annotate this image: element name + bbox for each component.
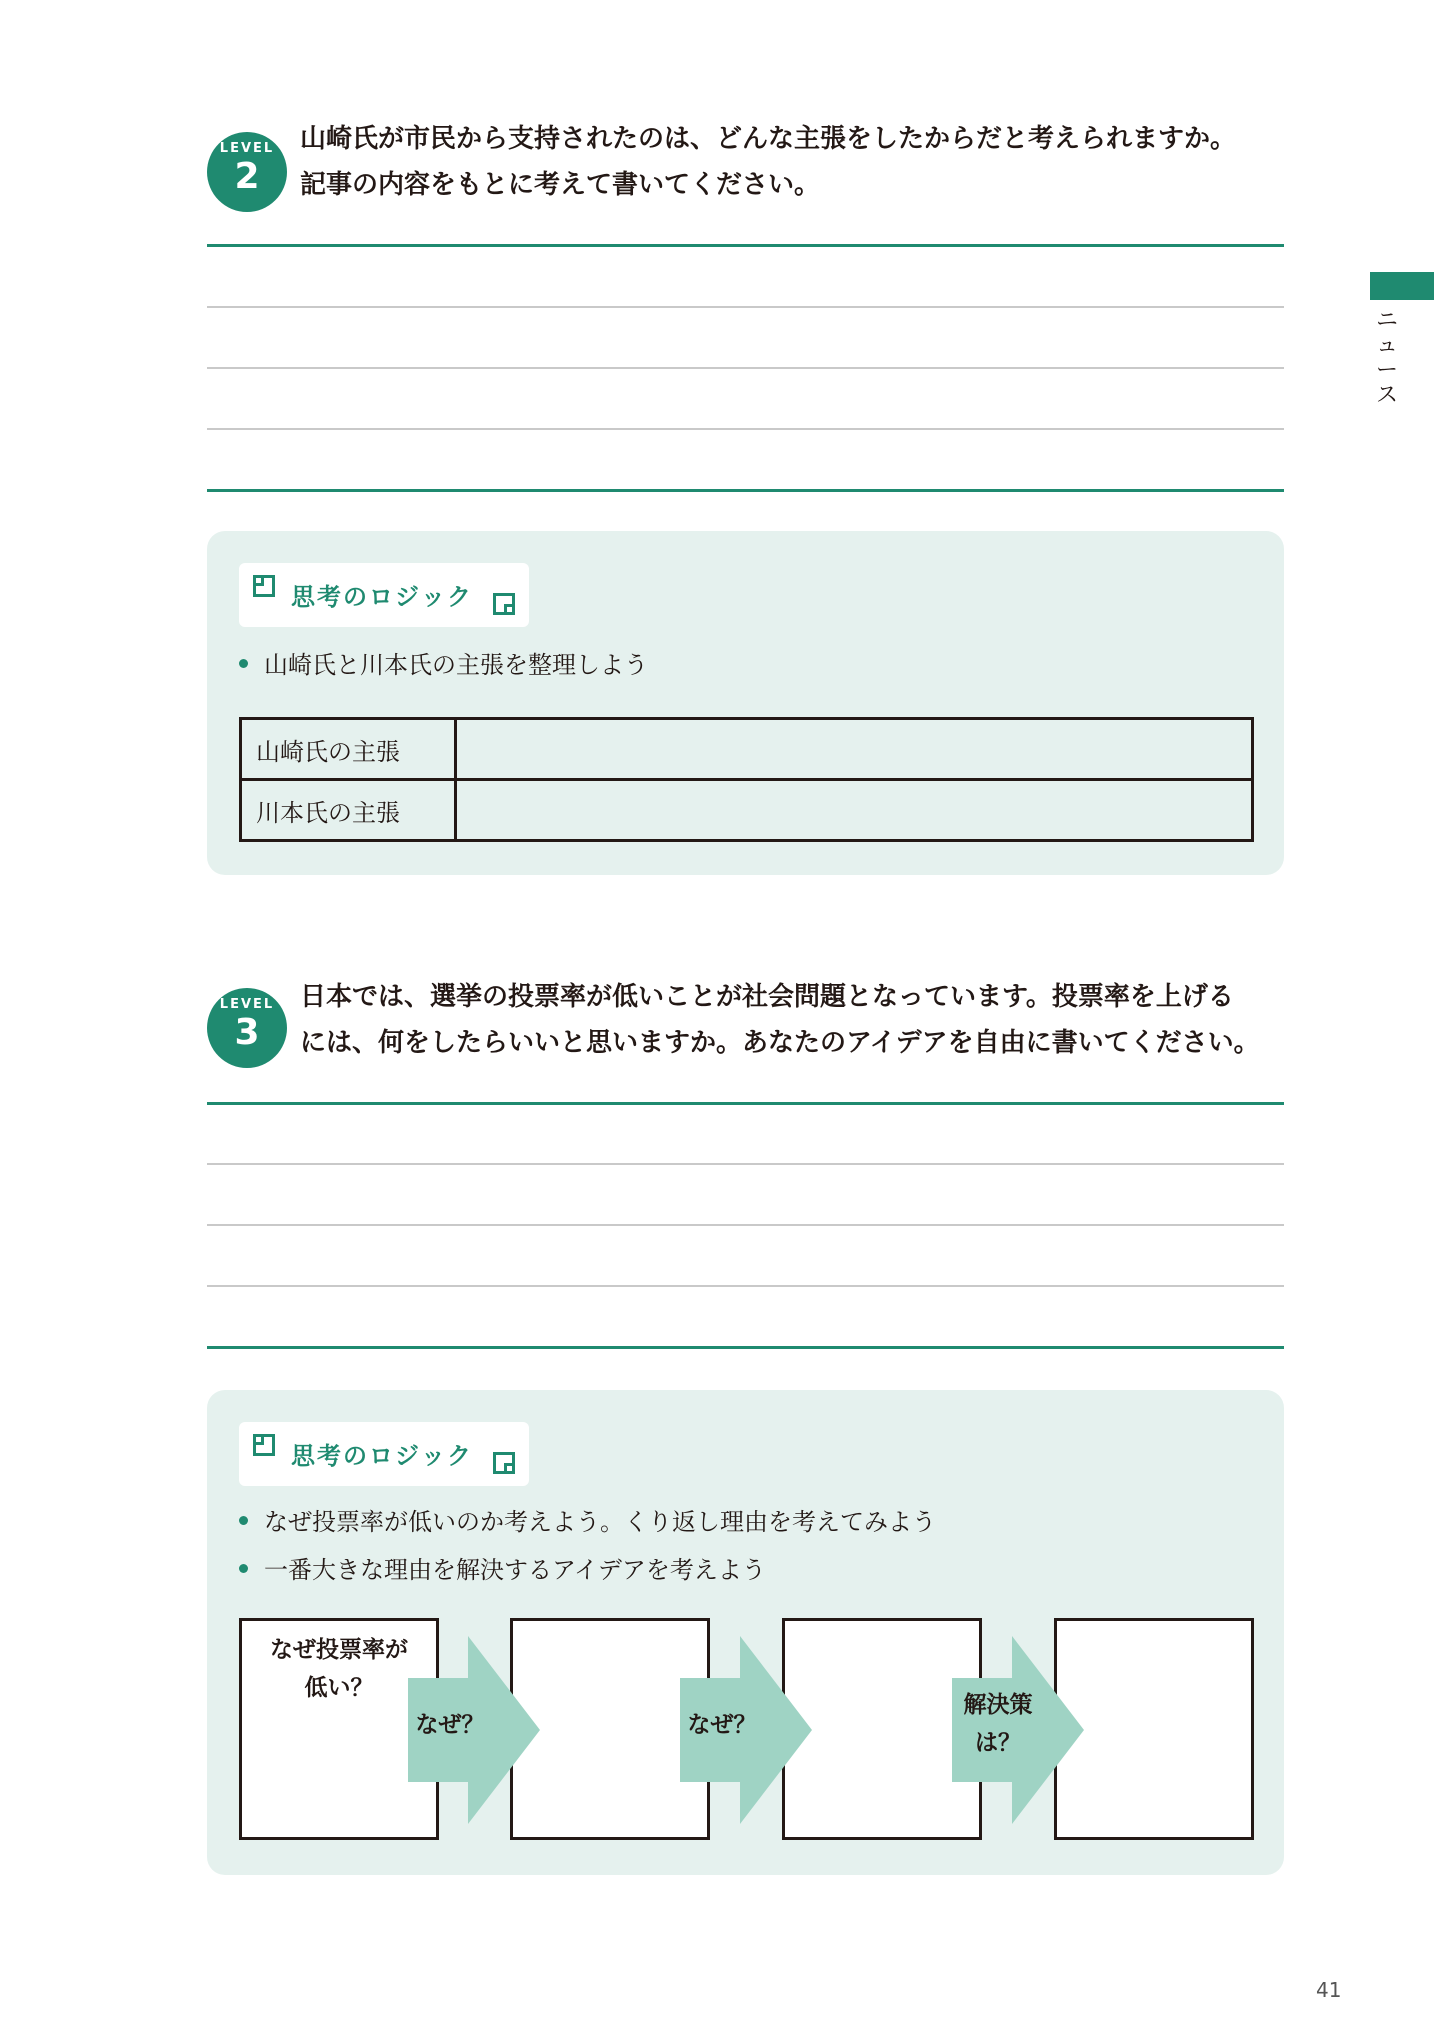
section-tab — [1370, 272, 1434, 300]
level3-question: 日本では、選挙の投票率が低いことが社会問題となっています。投票率を上げる には、何をしたらいいと思いますか。あなたのアイデアを自由に書いてください。 — [300, 982, 1260, 1058]
flow-box[interactable] — [1054, 1618, 1254, 1840]
logic-square-icon — [504, 1463, 515, 1474]
table-row — [241, 719, 1253, 780]
page-number: 41 — [1316, 1978, 1342, 2002]
claims-answer-cell[interactable] — [456, 719, 1253, 780]
level-label: LEVEL — [219, 997, 275, 1012]
bullet-dot — [239, 1564, 248, 1573]
logic-square-icon — [253, 1434, 264, 1445]
logic-square-icon — [253, 575, 264, 586]
flow-box-start: なぜ投票率が 低い？ — [239, 1618, 439, 1840]
logic-square-icon — [504, 604, 515, 615]
logic-tag — [239, 1422, 529, 1486]
logic-bullet: 一番大きな理由を解決するアイデアを考えよう — [239, 1550, 766, 1585]
logic-tag-label: 思考のロジック — [291, 1442, 473, 1470]
level2-question: 山崎氏が市民から支持されたのは、どんな主張をしたからだと考えられますか。 記事の内容をもとに考えて書いてください。 — [300, 124, 1237, 200]
logic-panel-1 — [207, 531, 1284, 875]
arrow-label: 解決策 は？ — [963, 1692, 1033, 1756]
answer-line[interactable] — [207, 306, 1284, 308]
answer-line[interactable] — [207, 1163, 1284, 1165]
table-row — [241, 780, 1253, 841]
answer-line[interactable] — [207, 428, 1284, 430]
claims-label: 山崎氏の主張 — [241, 719, 456, 780]
arrow-label: なぜ？ — [415, 1712, 485, 1738]
answer-line — [207, 1346, 1284, 1349]
arrow-label: なぜ？ — [687, 1712, 757, 1738]
answer-line — [207, 1102, 1284, 1105]
bullet-dot — [239, 659, 248, 668]
logic-panel-2 — [207, 1390, 1284, 1875]
level-number: 2 — [234, 156, 260, 197]
answer-line — [207, 489, 1284, 492]
answer-line[interactable] — [207, 367, 1284, 369]
section-tab-label: ニ ュ ー ス — [1375, 308, 1398, 408]
logic-tag-label: 思考のロジック — [291, 583, 473, 611]
logic-bullet: なぜ投票率が低いのか考えよう。くり返し理由を考えてみよう — [239, 1502, 936, 1537]
answer-line[interactable] — [207, 1224, 1284, 1226]
level-badge-3 — [207, 988, 287, 1068]
claims-answer-cell[interactable] — [456, 780, 1253, 841]
answer-line[interactable] — [207, 1285, 1284, 1287]
claims-label: 川本氏の主張 — [241, 780, 456, 841]
claims-table — [239, 717, 1254, 842]
level-badge-2 — [207, 132, 287, 212]
logic-bullet: 山崎氏と川本氏の主張を整理しよう — [239, 645, 648, 680]
answer-line — [207, 244, 1284, 247]
level-number: 3 — [234, 1012, 260, 1053]
level-label: LEVEL — [219, 141, 275, 156]
logic-tag — [239, 563, 529, 627]
bullet-dot — [239, 1516, 248, 1525]
